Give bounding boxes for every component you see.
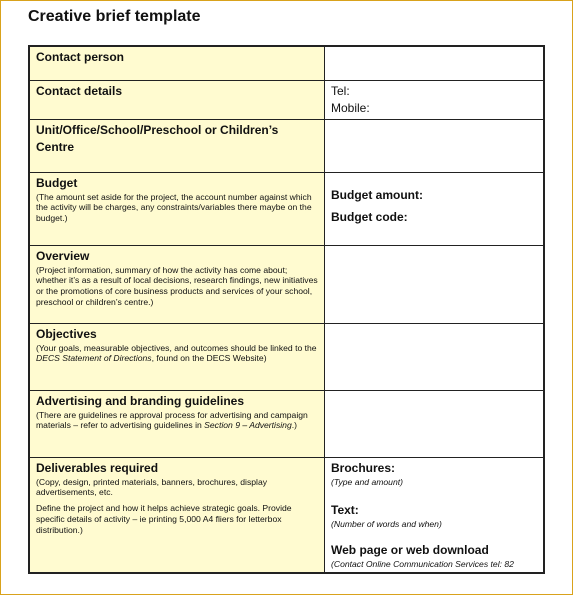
web-page-label: Web page or web download xyxy=(331,542,489,557)
advertising-label-cell xyxy=(29,390,325,457)
contact-details-field[interactable] xyxy=(325,80,545,119)
text-label: Text: xyxy=(331,502,359,517)
row-overview xyxy=(29,245,544,323)
text-hint: (Number of words and when) xyxy=(331,518,442,529)
page-title: Creative brief template xyxy=(28,8,201,25)
budget-field[interactable] xyxy=(325,172,545,245)
objectives-description xyxy=(36,343,318,365)
objectives-desc-link-text: DECS Statement of Directions xyxy=(36,353,152,364)
row-deliverables xyxy=(29,457,544,573)
creative-brief-table xyxy=(28,45,545,574)
budget-label-cell xyxy=(29,172,325,245)
deliverables-label-cell xyxy=(29,457,325,573)
advertising-field[interactable] xyxy=(325,390,545,457)
row-budget xyxy=(29,172,544,245)
objectives-label: Objectives xyxy=(36,326,97,341)
row-advertising xyxy=(29,390,544,457)
budget-label: Budget xyxy=(36,175,78,190)
objectives-desc-text-1: (Your goals, measurable objectives, and outcomes should be linked to the xyxy=(36,342,317,353)
contact-details-label-cell xyxy=(29,80,325,119)
mobile-label: Mobile: xyxy=(331,100,370,115)
objectives-desc-text-2: , found on the DECS Website) xyxy=(151,353,267,364)
deliverables-field[interactable] xyxy=(325,457,545,573)
unit-label: Unit/Office/School/Preschool or Children’s Centre xyxy=(36,122,279,154)
unit-label-cell xyxy=(29,119,325,172)
brochures-hint: (Type and amount) xyxy=(331,476,403,487)
objectives-label-cell xyxy=(29,323,325,390)
advertising-description xyxy=(36,410,318,432)
budget-code-label: Budget code: xyxy=(331,209,408,224)
deliverables-label: Deliverables required xyxy=(36,460,159,475)
budget-description: (The amount set aside for the project, the account number against which the activity will be charges, any constraints/variables there maybe on the budget.) xyxy=(36,191,312,224)
overview-label-cell xyxy=(29,245,325,323)
contact-person-label: Contact person xyxy=(36,50,125,64)
deliverables-description-b: Define the project and how it helps achieve strategic goals. Provide specific details of activity – ie printing 5,000 A4 fliers for letterbox distribution.) xyxy=(36,503,292,535)
overview-field[interactable] xyxy=(325,245,545,323)
contact-person-field[interactable] xyxy=(325,46,545,80)
contact-person-label-cell xyxy=(29,46,325,80)
brochures-label: Brochures: xyxy=(331,460,396,475)
budget-amount-label: Budget amount: xyxy=(331,187,423,202)
advertising-desc-text-2: .) xyxy=(291,420,297,431)
objectives-field[interactable] xyxy=(325,323,545,390)
row-contact-details xyxy=(29,80,544,119)
contact-details-label: Contact details xyxy=(36,83,123,98)
row-objectives xyxy=(29,323,544,390)
unit-field[interactable] xyxy=(325,119,545,172)
overview-label: Overview xyxy=(36,248,90,263)
advertising-label: Advertising and branding guidelines xyxy=(36,393,245,408)
tel-label: Tel: xyxy=(331,83,350,98)
deliverables-description-a: (Copy, design, printed materials, banners, brochures, display advertisements, etc. xyxy=(36,476,268,498)
web-page-hint: (Contact Online Communication Services tel: 82 xyxy=(331,558,514,569)
advertising-desc-text-1: (There are guidelines re approval process for advertising and campaign materials – refer to advertising guidelines in xyxy=(36,409,308,431)
row-contact-person xyxy=(29,46,544,80)
overview-description: (Project information, summary of how the activity has come about; whether it’s as a result of local decisions, research findings, new initiatives or the promotions of core business products and services of your school, preschool or children’s centre.) xyxy=(36,264,318,307)
row-unit xyxy=(29,119,544,172)
advertising-desc-section-text: Section 9 – Advertising xyxy=(204,420,292,431)
